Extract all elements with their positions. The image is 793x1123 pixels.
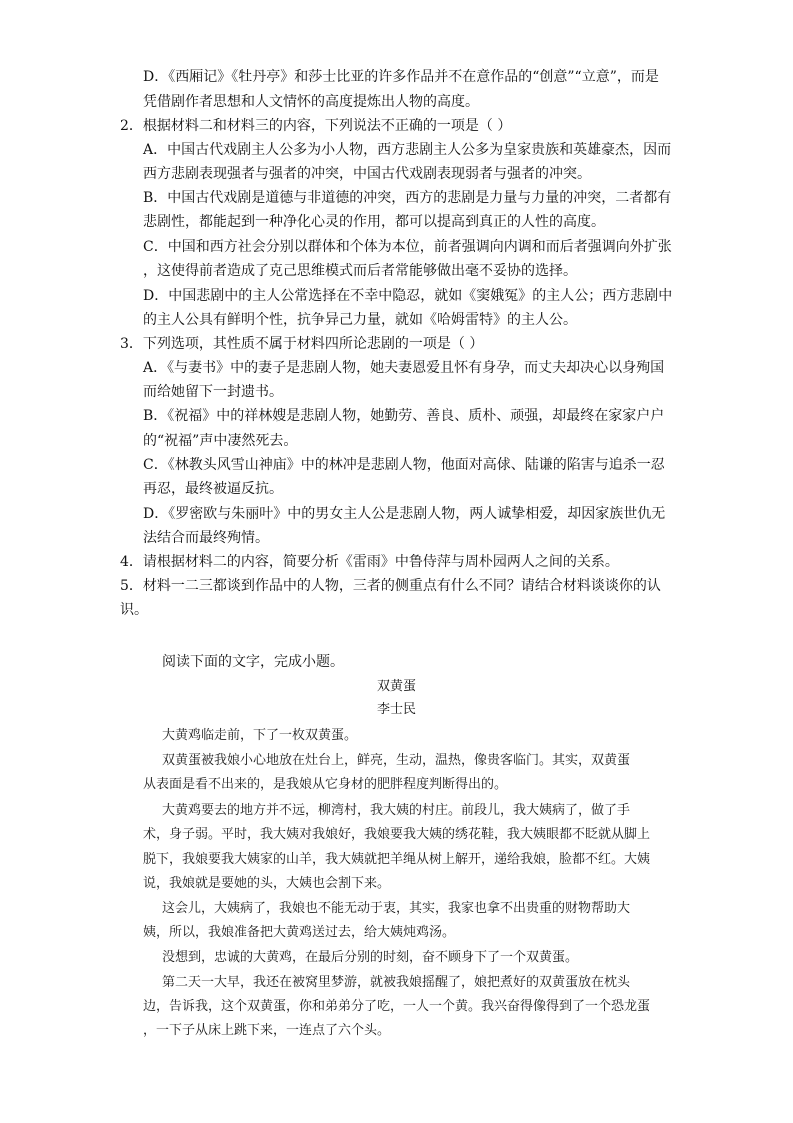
passage-line: 双黄蛋被我娘小心地放在灶台上，鲜亮，生动，温热，像贵客临门。其实，双黄蛋 xyxy=(162,753,631,768)
passage-line: ，一下子从床上跳下来，一连点了六个头。 xyxy=(143,1023,391,1038)
q3-option-b-line1: B．《祝福》中的祥林嫂是悲剧人物，她勤劳、善良、质朴、顽强，却最终在家家户户 xyxy=(143,408,665,424)
passage-line: 脱下，我娘要我大姨家的山羊，我大姨就把羊绳从树上解开，递给我娘，脸都不红。大姨 xyxy=(143,852,651,867)
passage-title: 双黄蛋 xyxy=(376,679,416,694)
q2-option-b-line2: 悲剧性，都能起到一种净化心灵的作用，都可以提高到真正的人性的高度。 xyxy=(143,214,605,230)
passage-author: 李士民 xyxy=(376,702,416,717)
q2-option-b-line1: B．中国古代戏剧是道德与非道德的冲突，西方的悲剧是力量与力量的冲突，二者都有 xyxy=(143,190,672,206)
passage-line: 说，我娘就是要她的头，大姨也会割下来。 xyxy=(143,876,391,891)
q3-option-c-line1: C．《林教头风雪山神庙》中的林冲是悲剧人物，他面对高俅、陆谦的陷害与追杀一忍 xyxy=(143,457,665,473)
question-5-line2: 识。 xyxy=(120,602,148,618)
question-2-stem: 2．根据材料二和材料三的内容，下列说法不正确的一项是（ ） xyxy=(120,118,512,134)
passage-line: 这会儿，大姨病了，我娘也不能无动于衷，其实，我家也拿不出贵重的财物帮助大 xyxy=(162,901,631,916)
q3-option-d-line1: D．《罗密欧与朱丽叶》中的男女主人公是悲剧人物，两人诚挚相爱，却因家族世仇无 xyxy=(143,506,666,522)
passage-line: 大黄鸡临走前，下了一枚双黄蛋。 xyxy=(162,728,358,743)
q2-option-d-line2: 的主人公具有鲜明个性，抗争异己力量，就如《哈姆雷特》的主人公。 xyxy=(143,312,577,328)
q2-option-a-line1: A．中国古代戏剧主人公多为小人物，西方悲剧主人公多为皇家贵族和英雄豪杰，因而 xyxy=(143,142,672,158)
passage-line: 大黄鸡要去的地方并不远，柳湾村，我大姨的村庄。前段儿，我大姨病了，做了手 xyxy=(162,803,631,818)
question-3-stem: 3．下列选项，其性质不属于材料四所论悲剧的一项是（ ） xyxy=(120,336,484,352)
q2-option-a-line2: 西方悲剧表现强者与强者的冲突，中国古代戏剧表现弱者与强者的冲突。 xyxy=(143,166,591,182)
q1-option-d-line2: 凭借剧作者思想和人文情怀的高度提炼出人物的高度。 xyxy=(143,94,479,110)
passage-line: 边，告诉我，这个双黄蛋，你和弟弟分了吃，一人一个黄。我兴奋得像得到了一个恐龙蛋 xyxy=(143,999,651,1014)
q2-option-c-line1: C．中国和西方社会分别以群体和个体为本位，前者强调向内调和而后者强调向外扩张 xyxy=(143,239,672,255)
q2-option-d-line1: D．中国悲剧中的主人公常选择在不幸中隐忍，就如《窦娥冤》的主人公；西方悲剧中 xyxy=(143,288,673,304)
passage-line: 没想到，忠诚的大黄鸡，在最后分别的时刻，奋不顾身下了一个双黄蛋。 xyxy=(162,950,579,965)
question-4-stem: 4．请根据材料二的内容，简要分析《雷雨》中鲁侍萍与周朴园两人之间的关系。 xyxy=(120,554,619,570)
passage-line: 第二天一大早，我还在被窝里梦游，就被我娘摇醒了，娘把煮好的双黄蛋放在枕头 xyxy=(162,975,631,990)
q1-option-d-line1: D．《西厢记》《牡丹亭》和莎士比亚的许多作品并不在意作品的“创意”“立意”，而是 xyxy=(143,69,659,85)
q3-option-d-line2: 法结合而最终殉情。 xyxy=(143,530,269,546)
passage-line: 术，身子弱。平时，我大姨对我娘好，我娘要我大姨的绣花鞋，我大姨眼都不眨就从脚上 xyxy=(143,827,651,842)
reading-instruction: 阅读下面的文字，完成小题。 xyxy=(162,654,344,670)
passage-line: 姨，所以，我娘准备把大黄鸡送过去，给大姨炖鸡汤。 xyxy=(143,925,456,940)
passage-line: 从表面是看不出来的，是我娘从它身材的肥胖程度判断得出的。 xyxy=(143,777,508,792)
q2-option-c-line2: ，这使得前者造成了克己思维模式而后者常能够做出毫不妥协的选择。 xyxy=(143,263,577,279)
q3-option-a-line1: A．《与妻书》中的妻子是悲剧人物，她夫妻恩爱且怀有身孕，而丈夫却决心以身殉国 xyxy=(143,360,665,376)
q3-option-b-line2: 的“祝福”声中凄然死去。 xyxy=(143,433,298,449)
q3-option-a-line2: 而给她留下一封遗书。 xyxy=(143,384,283,400)
q3-option-c-line2: 再忍，最终被逼反抗。 xyxy=(143,481,283,497)
question-5-line1: 5．材料一二三都谈到作品中的人物，三者的侧重点有什么不同？请结合材料谈谈你的认 xyxy=(120,578,661,594)
